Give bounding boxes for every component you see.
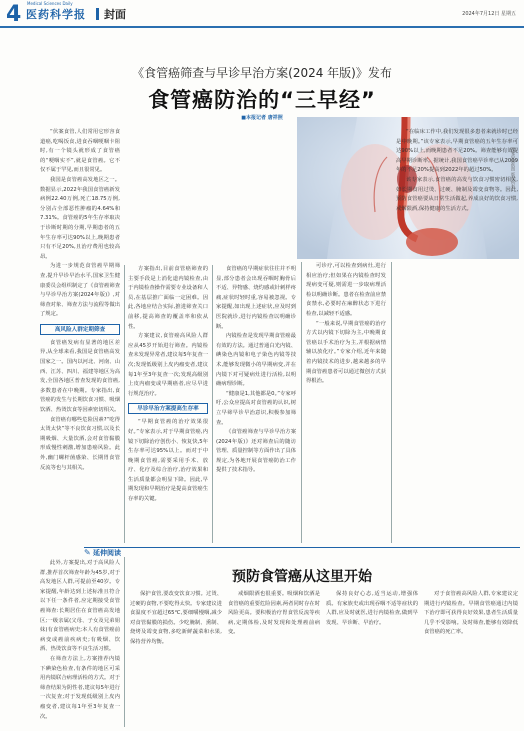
article-column-4 (306, 262, 386, 543)
intro-paragraph: “伏案食管,人们常用它形容食道癌,吃喝饭食,进食吞咽哽咽卡阻时,有一个镜头就形成了食管癌的“哽咽实不”,就是食管癌。它不仅不属于罕见,而且很常见。 (40, 129, 120, 174)
paragraph: 内镜检查是发现早期食管癌最有效的方法。通过普通白光内镜、碘染色内镜和电子染色内镜等技术,能够发现微小的早期病变,并在内镜下对可疑病灶进行活检,以明确病理诊断。 (216, 333, 296, 388)
column-rule (391, 262, 392, 543)
column-rule (212, 265, 213, 543)
extended-column-a (130, 590, 222, 727)
article-column-2 (128, 265, 208, 543)
paragraph: “一般来说,早期食管癌的治疗方式以内镜下切除为主,中晚期食管癌以手术治疗为主,并根据病情辅以放化疗。”专家介绍,近年来随着内镜技术的进步,越来越多的早期食管癌患者可以通过微创方式获得根治。 (306, 320, 386, 385)
section-name: 封面 (104, 8, 126, 21)
page-header (0, 0, 524, 28)
paper-english-name: Medical Sciences Daily (27, 1, 73, 6)
article-headline: 食管癌防治的“三早经” (148, 88, 376, 112)
pen-icon: ✎ (84, 548, 91, 557)
extended-column-b (228, 590, 320, 727)
paragraph: 该专家表示,食管癌的高发与饮食习惯密切相关,如长期食用过烫、过硬、腌制及霉变食物等。因此,预防食管癌要从日常生活做起,养成良好的饮食习惯,戒烟限酒,保持健康的生活方式。 (396, 176, 518, 212)
article-kicker: 《食管癌筛查与早诊早治方案(2024 年版)》发布 (132, 66, 392, 80)
subheading-high-risk: 高风险人群定期筛查 (40, 324, 120, 335)
extended-reading-headline: 预防食管癌从这里开始 (232, 569, 372, 585)
paragraph: “健康是1,其他都是0。”专家呼吁,公众应提高对食管癌的认识,树立早筛早诊早治意识,积极参加筛查。 (216, 390, 296, 426)
issue-date: 2024年7月12日 星期五 (462, 11, 516, 17)
paragraph: 对于食管癌高风险人群,专家建议定期进行内镜检查。早期食管癌通过内镜下治疗即可获得良好效果,患者生活质量几乎不受影响。及时筛查,能够有效降低食管癌的死亡率。 (424, 591, 518, 636)
extended-reading-label: 延伸阅读 (93, 549, 121, 557)
paragraph: 戒烟限酒也很重要。吸烟和饮酒是食管癌的重要危险因素,两者同时存在时风险更高。要积极治疗胃食管反流等疾病,定期体检,及时发现和处理癌前病变。 (228, 591, 320, 636)
paragraph: 方案建议,食管癌高风险人群应从45岁开始进行筛查。内镜检查未发现异常者,建议每5年复查一次;发现低级别上皮内瘤变者,建议每1年至3年复查一次;发现高级别上皮内瘤变或早期癌者,应尽早进行规范治疗。 (128, 333, 208, 397)
column-rule (124, 265, 125, 543)
article-column-3 (216, 265, 296, 543)
paragraph: 我国是食管癌高发地区之一。数据显示,2022年我国食管癌新发病例22.40万例,死亡18.75万例,分别占全部恶性肿瘤的4.64%和7.31%。食管癌的5年生存率取决于诊断时期的分期,早期患者的五年生存率可达90%以上,晚期患者只有不足20%,且治疗费用也较高昂。 (40, 176, 120, 260)
paragraph: 此外,方案提出,对于高风险人群,推荐首次筛查年龄为45岁,对于高发地区人群,可提前至40岁。专家提醒,年龄达到上述标准且符合以下任一条件者,应定期接受食管癌筛查:长期居住在食管癌高发地区;一级亲属(父母、子女及兄弟姐妹)有食管癌病史;本人有食管癌前病变或癌前疾病史;有吸烟、饮酒、热烫饮食等不良生活习惯。 (40, 560, 120, 653)
paper-name: 医药科学报 (26, 8, 86, 21)
section-marker (96, 8, 99, 20)
paragraph: 食管癌有哪些危险因素?“吃得太烫太快”等不良饮食习惯,以及长期吸烟、大量饮酒,会对食管黏膜形成慢性刺激,增加患癌风险。此外,幽门螺杆菌感染、长期胃食管反流等也与其相关。 (40, 416, 120, 471)
paragraph: 《食管癌筛查与早诊早治方案(2024年版)》还对筛查后的随访管理、质量控制等方面作出了具体规定,为各地开展食管癌防治工作提供了技术指导。 (216, 429, 296, 474)
paragraph: “早期食管癌的治疗效果很好。”专家表示,对于早期食管癌,内镜下切除治疗创伤小、恢复快,5年生存率可达95%以上。而对于中晚期食管癌,需要采用手术、放疗、化疗及综合治疗,治疗效果和生活质量都会明显下降。因此,早期发现和早期治疗是提高食管癌生存率的关键。 (128, 419, 208, 503)
extended-column-d (424, 590, 518, 727)
paragraph: 为进一步规范食管癌早期筛查,提升早诊早治水平,国家卫生健康委员会组织制定了《食管癌筛查与早诊早治方案(2024年版)》,对筛查对象、筛查方法与流程等做出了规定。 (40, 263, 120, 318)
paragraph: 保持良好心态,适当运动,增强体质。有家族史或出现吞咽不适等症状的人群,应及时就医,进行内镜检查,做到早发现、早诊断、早治疗。 (326, 591, 418, 626)
paragraph: 食管癌的早期症状往往并不明显,部分患者会出现吞咽时胸骨后不适、异物感、烧灼感或针刺样疼痛,症状时轻时重,容易被忽视。专家提醒,如出现上述症状,应及时到医院就诊,进行内镜检查以明确诊断。 (216, 266, 296, 330)
extended-reading-rule (84, 547, 520, 557)
figure-caption: 视觉中国供图 版权所有 (511, 147, 516, 189)
article-column-5 (396, 128, 518, 543)
page-number: 4 (6, 2, 22, 27)
article-byline: ■本报记者 唐祥照 (241, 115, 283, 121)
extended-column-c (326, 590, 418, 727)
column-rule (301, 262, 302, 543)
paragraph: 可诊疗,可以检查到病灶,进行相应治疗;但如果在内镜检查时发现病变可疑,则需进一步取病理活检以明确诊断。患者在检查前应禁食禁水,必要时在麻醉状态下进行检查,以减轻不适感。 (306, 263, 386, 317)
paragraph: 在筛查方法上,方案推荐内镜下碘染色检查,有条件的地区可采用内镜联合病理活检的方式。对于筛查结果为阴性者,建议每5年进行一次复查;对于发现低级别上皮内瘤变者,建议每1年至3年复查一次。 (40, 655, 120, 720)
paragraph: 方案指出,目前食管癌筛查的主要手段是上消化道内镜检查,由于内镜检查操作需要专业设备和人员,在基层推广面临一定困难。因此,各地应结合实际,推进筛查关口前移,提高筛查的覆盖率和依从性。 (128, 266, 208, 330)
paragraph: “在临床工作中,我们发现很多患者来就诊时已经是中晚期。”该专家表示,早期食管癌的五年生存率可达90%以上,而晚期患者不足20%。筛查能够有效提高早期诊断率。据统计,我国食管癌早诊率已从2009年的不足20%提高到2022年的超过50%。 (396, 129, 518, 174)
article-column-1 (40, 128, 120, 556)
paragraph: 食管癌发病有显著的地区差异,从全球来看,我国是食管癌高发国家之一。国内以河北、河南、山西、江苏、四川、福建等地区为高发,全国各地区普查发现的食管癌,多数患者在中晚期。专家指出,食管癌的发生与长期饮食习惯、吸烟饮酒、热烫饮食等因素密切相关。 (40, 339, 120, 414)
subheading-early-treatment: 早诊早治方案提高生存率 (128, 403, 208, 414)
paragraph: 保护食管,要改变饮食习惯。过烫、过硬的食物,不要吃得太快。专家建议进食温度不宜超过65℃,要细嚼慢咽,减少对食管黏膜的损伤。少吃腌制、熏制、烧烤及霉变食物,多吃新鲜蔬菜和水果,保持营养均衡。 (130, 591, 222, 645)
